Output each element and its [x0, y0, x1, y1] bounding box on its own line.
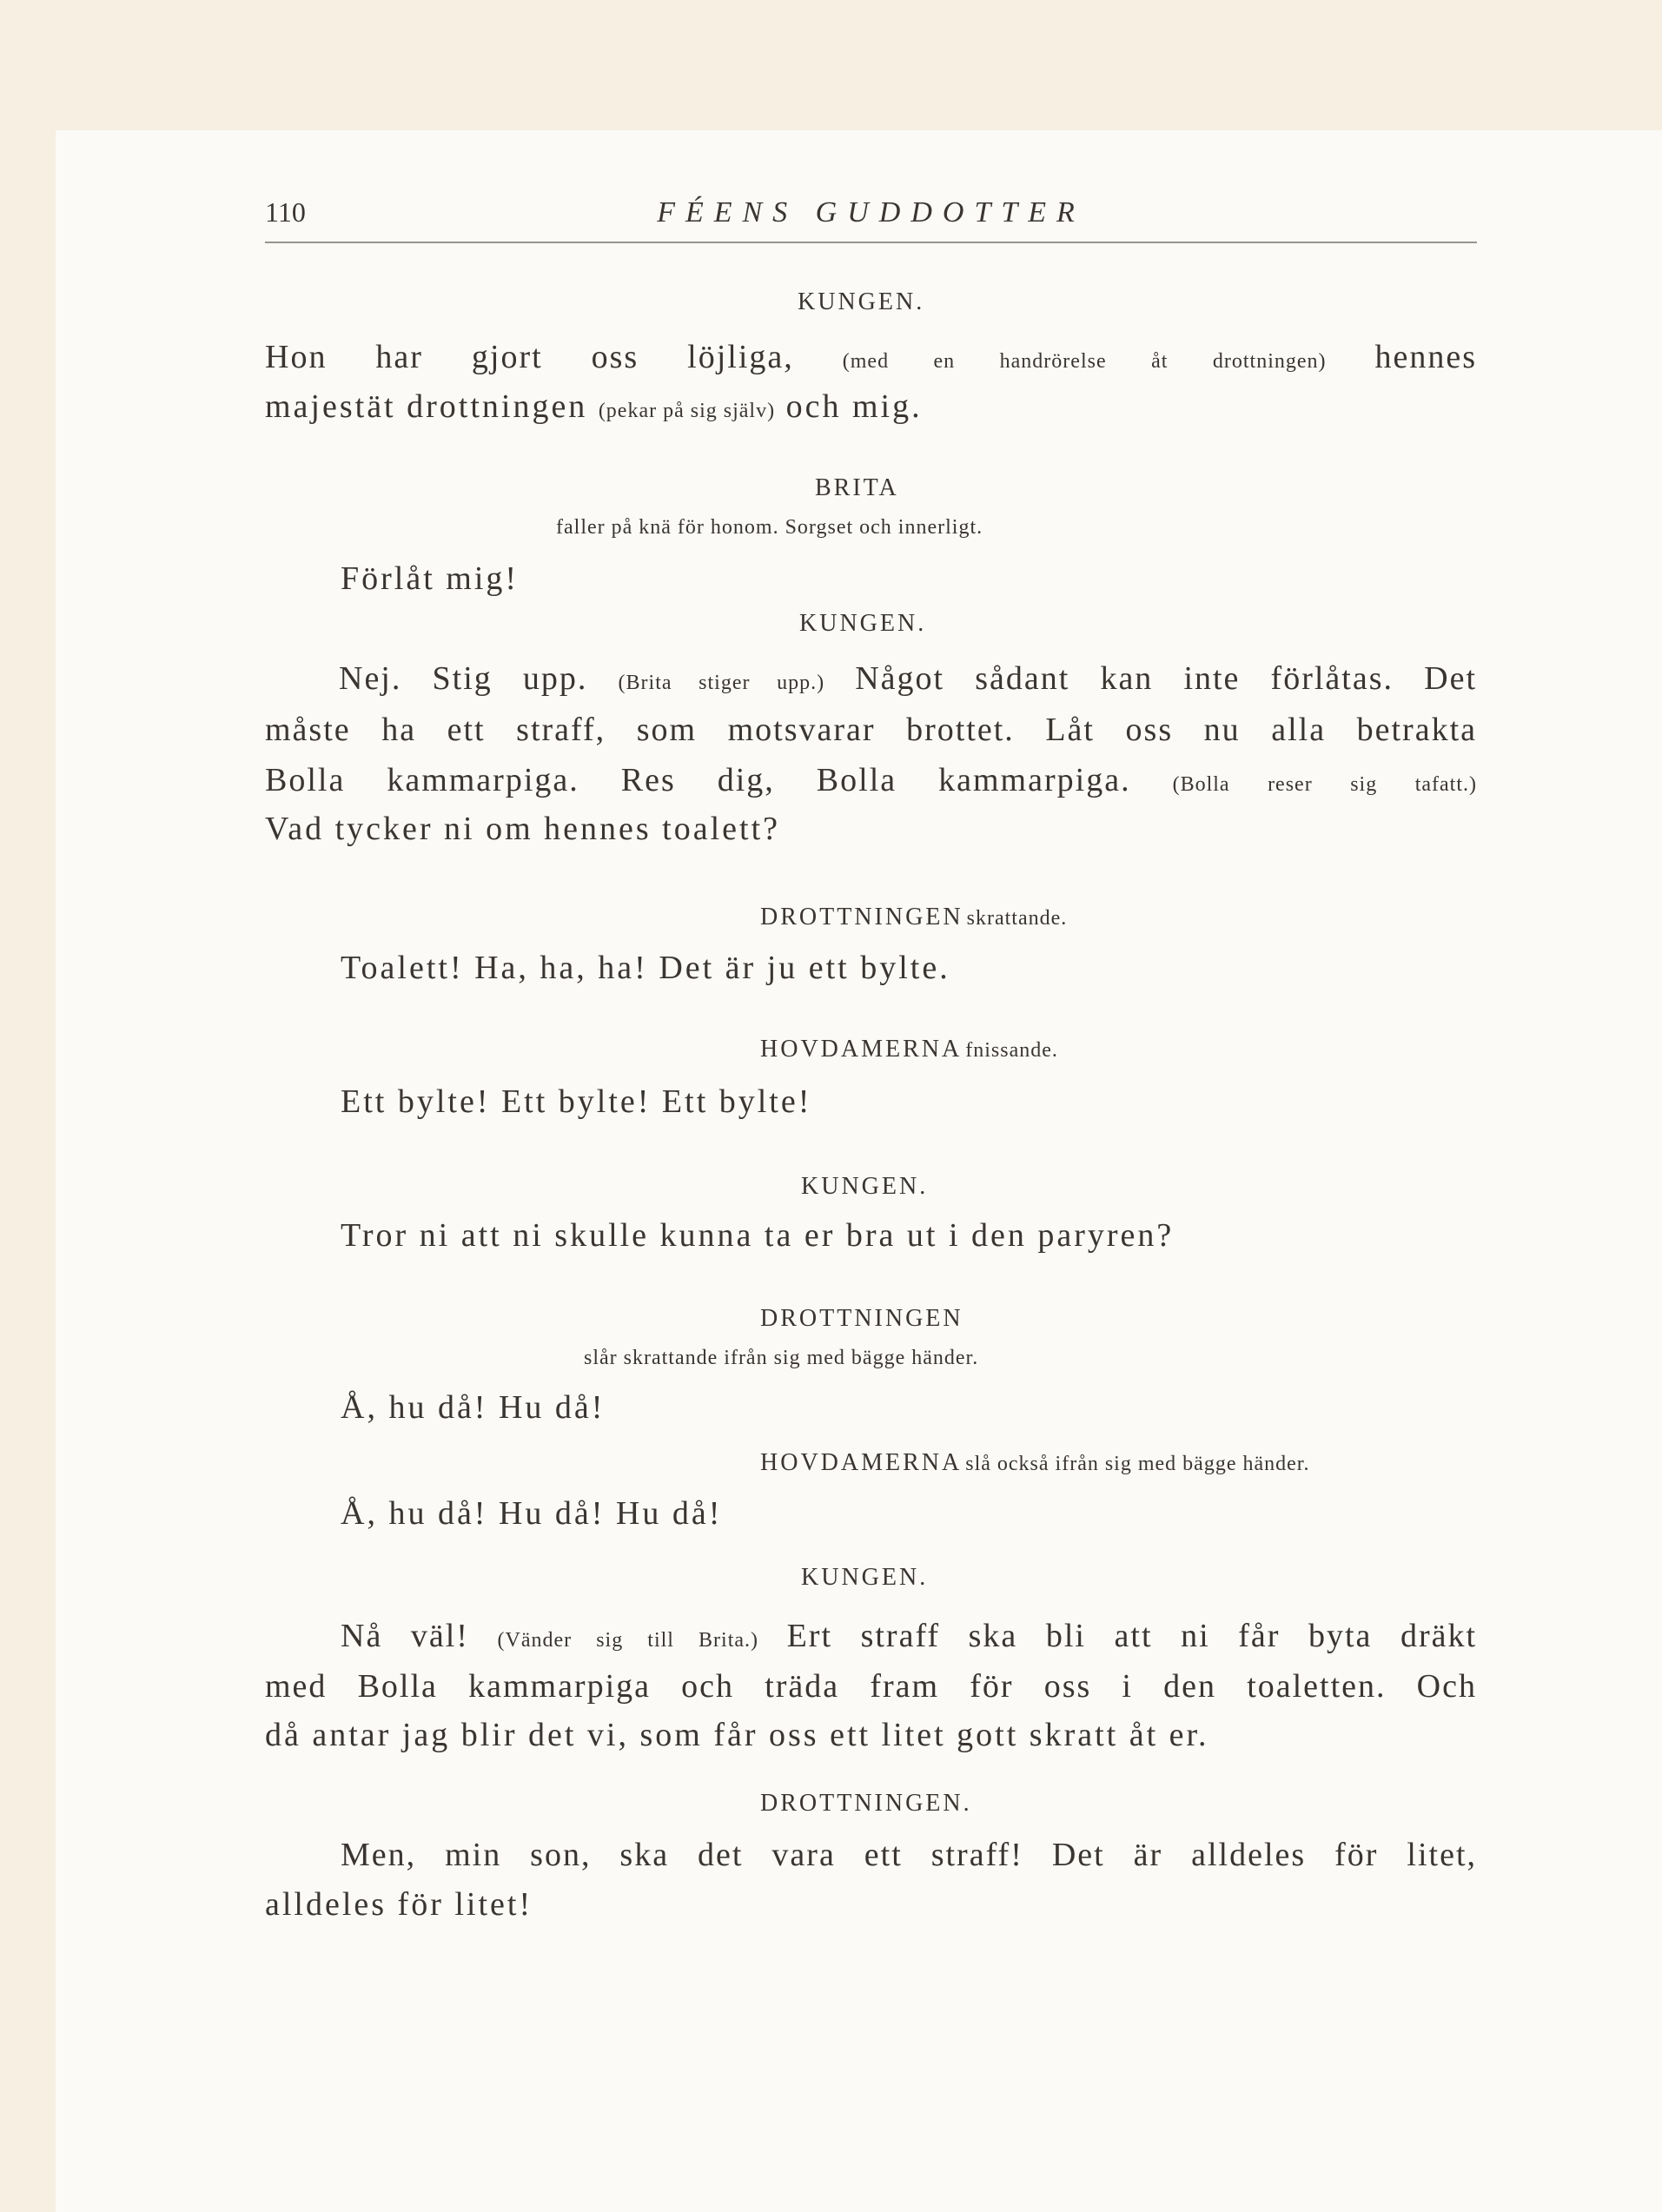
speaker-hovdamerna: HOVDAMERNA — [760, 1449, 963, 1476]
running-title: FÉENS GUDDOTTER — [657, 196, 1085, 228]
stage-direction: fnissande. — [965, 1039, 1058, 1062]
dialogue-text: Nej. Stig upp. — [339, 660, 588, 697]
dialogue-line: Tror ni att ni skulle kunna ta er bra ut i den paryren? — [341, 1217, 1175, 1254]
speaker-drottningen: DROTTNINGEN. — [760, 1790, 972, 1817]
dialogue-line — [341, 1614, 1477, 1658]
dialogue-line: alldeles för litet! — [265, 1886, 533, 1923]
dialogue-text: Nå väl! — [341, 1618, 469, 1654]
page-header — [265, 196, 1477, 248]
speaker-kungen: KUNGEN. — [801, 1173, 929, 1200]
stage-direction: (med en handrörelse åt drottningen) — [842, 350, 1327, 373]
speaker-drottningen: DROTTNINGEN — [760, 904, 963, 930]
dialogue-text: och mig. — [785, 388, 923, 425]
dialogue-line: med Bolla kammarpiga och träda fram för oss i den toaletten. Och — [265, 1668, 1477, 1705]
stage-direction: slå också ifrån sig med bägge händer. — [965, 1453, 1310, 1475]
dialogue-line — [265, 335, 1477, 379]
dialogue-line: Förlåt mig! — [341, 560, 520, 597]
speaker-heading — [760, 1449, 1309, 1477]
header-rule — [265, 242, 1477, 243]
dialogue-text: Bolla kammarpiga. Res dig, Bolla kammarpiga. — [265, 762, 1131, 798]
dialogue-line: Vad tycker ni om hennes toalett? — [265, 811, 781, 847]
dialogue-line — [339, 657, 1477, 700]
stage-direction: (pekar på sig själv) — [598, 400, 776, 422]
speaker-drottningen: DROTTNINGEN — [760, 1305, 963, 1332]
speaker-kungen: KUNGEN. — [801, 1564, 929, 1591]
dialogue-text: Något sådant kan inte förlåtas. Det — [855, 660, 1478, 697]
dialogue-text: Ert straff ska bli att ni får byta dräkt — [786, 1618, 1478, 1654]
speaker-heading — [760, 904, 1067, 931]
dialogue-line: måste ha ett straff, som motsvarar brottet. Låt oss nu alla betrakta — [265, 712, 1477, 748]
speaker-kungen: KUNGEN. — [798, 288, 925, 315]
stage-direction: faller på knä för honom. Sorgset och innerligt. — [556, 516, 983, 539]
stage-direction: slår skrattande ifrån sig med bägge händer. — [584, 1347, 979, 1369]
dialogue-line: Toalett! Ha, ha, ha! Det är ju ett bylte. — [341, 950, 950, 986]
dialogue-line: Å, hu då! Hu då! — [341, 1389, 606, 1426]
dialogue-line: Men, min son, ska det vara ett straff! Det är alldeles för litet, — [341, 1837, 1477, 1873]
dialogue-text: Hon har gjort oss löjliga, — [265, 339, 794, 375]
speaker-kungen: KUNGEN. — [799, 610, 927, 637]
dialogue-line: Å, hu då! Hu då! Hu då! — [341, 1495, 723, 1532]
dialogue-text: hennes — [1374, 339, 1477, 375]
stage-direction: skrattande. — [966, 907, 1068, 930]
dialogue-line — [265, 758, 1477, 802]
page-number: 110 — [265, 196, 306, 228]
speaker-heading — [760, 1036, 1058, 1063]
dialogue-line — [265, 387, 923, 426]
dialogue-text: majestät drottningen — [265, 388, 588, 425]
stage-direction: (Brita stiger upp.) — [618, 672, 825, 694]
stage-direction: (Bolla reser sig tafatt.) — [1172, 773, 1477, 796]
dialogue-line: Ett bylte! Ett bylte! Ett bylte! — [341, 1083, 812, 1120]
dialogue-line: då antar jag blir det vi, som får oss ett litet gott skratt åt er. — [265, 1717, 1209, 1753]
speaker-brita: BRITA — [815, 474, 899, 501]
stage-direction: (Vänder sig till Brita.) — [497, 1629, 759, 1652]
speaker-hovdamerna: HOVDAMERNA — [760, 1036, 963, 1063]
